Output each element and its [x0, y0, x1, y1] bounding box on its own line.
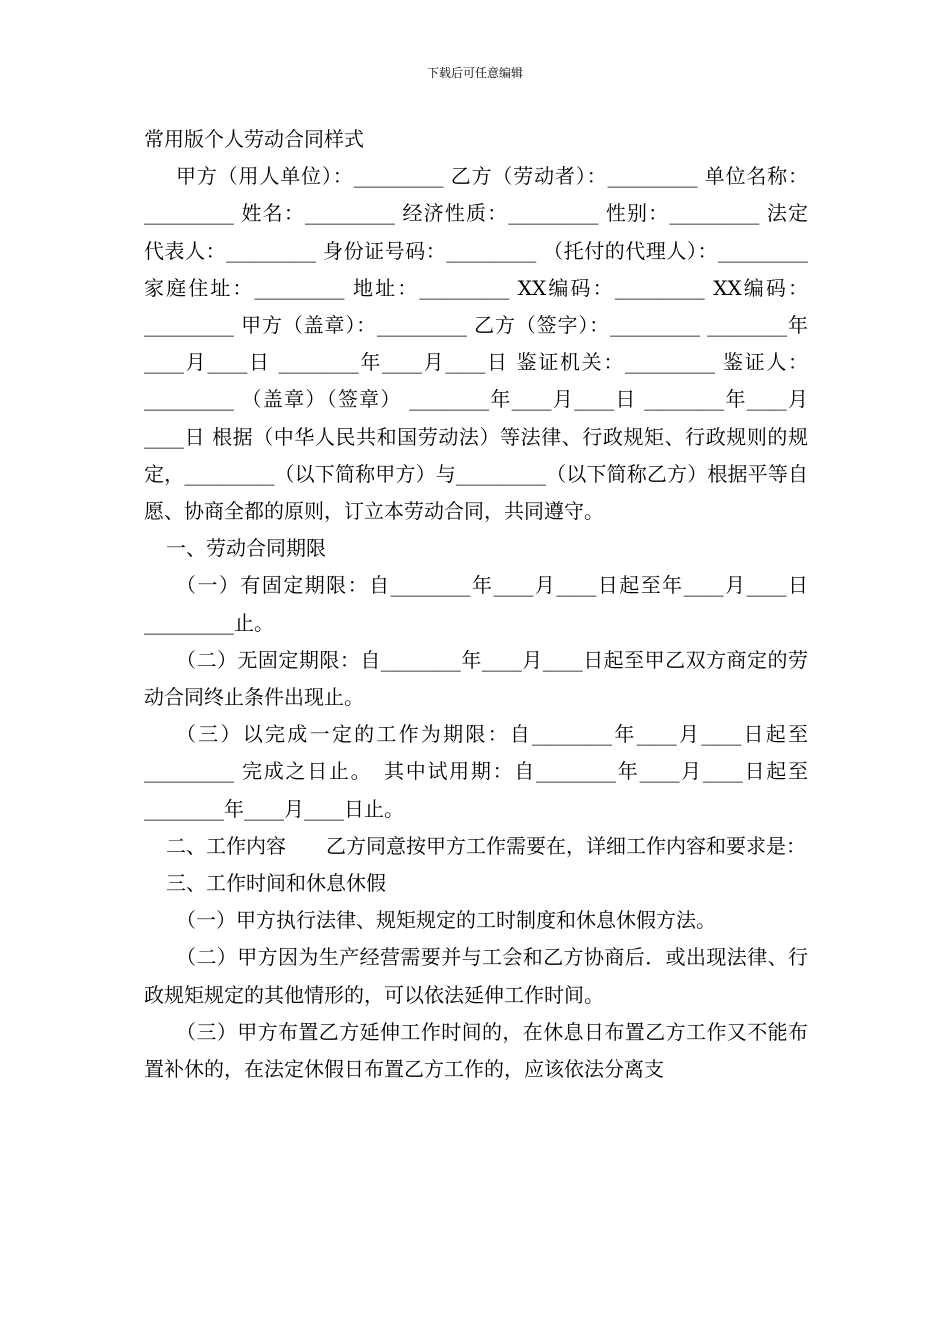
section-heading-3: 三、工作时间和休息休假	[166, 871, 386, 896]
clause-3-3: （三）甲方布置乙方延伸工作时间的，在休息日布置乙方工作又不能布置补休的，在法定休假日布置乙方工作的，应该依法分离支	[144, 1019, 808, 1082]
clause-1-2: （二）无固定期限：自________年____月____日起至甲乙双方商定的劳动合同终止条件出现止。	[144, 647, 808, 710]
clause-1-3: （三）以完成一定的工作为期限：自________年____月____日起至_________ 完成之日止。 其中试用期：自________年____月____日起至________年____月____日止。	[144, 722, 808, 821]
paragraph-parties: 甲方（用人单位）：_________ 乙方（劳动者）：_________ 单位名称：_________ 姓名：_________ 经济性质：_________ 性别：_________ 法定代表人：_________ 身份证号码：_________ （托付的代理人）：_________ 家庭住址：_________ 地址：_________ XX编码：_________ XX编码：_________ 甲方（盖章）：_________ 乙方（签字）：_________ ________年____月____日 ________年____月____日 鉴证机关：_________ 鉴证人：_________ （盖章）（签章） ________年____月____日 ________年____月____日 根据（中华人民共和国劳动法）等法律、行政规矩、行政规则的规定，_________（以下简称甲方）与_________（以下简称乙方）根据平等自愿、协商全都的原则，订立本劳动合同，共同遵守。	[144, 164, 808, 524]
clause-3-1: （一）甲方执行法律、规矩规定的工时制度和休息休假方法。	[176, 908, 716, 933]
clause-1-1: （一）有固定期限：自________年____月____日起至年____月____日_________止。	[144, 573, 808, 635]
document-title: 常用版个人劳动合同样式	[144, 127, 364, 151]
section-heading-2: 二、工作内容 乙方同意按甲方工作需要在，详细工作内容和要求是：	[166, 833, 806, 858]
document-body	[144, 121, 808, 1088]
section-heading-1: 一、劳动合同期限	[166, 536, 326, 561]
clause-3-2: （二）甲方因为生产经营需要并与工会和乙方协商后．或出现法律、行政规矩规定的其他情形的，可以依法延伸工作时间。	[144, 945, 808, 1007]
page-header: 下载后可任意编辑	[426, 66, 523, 80]
